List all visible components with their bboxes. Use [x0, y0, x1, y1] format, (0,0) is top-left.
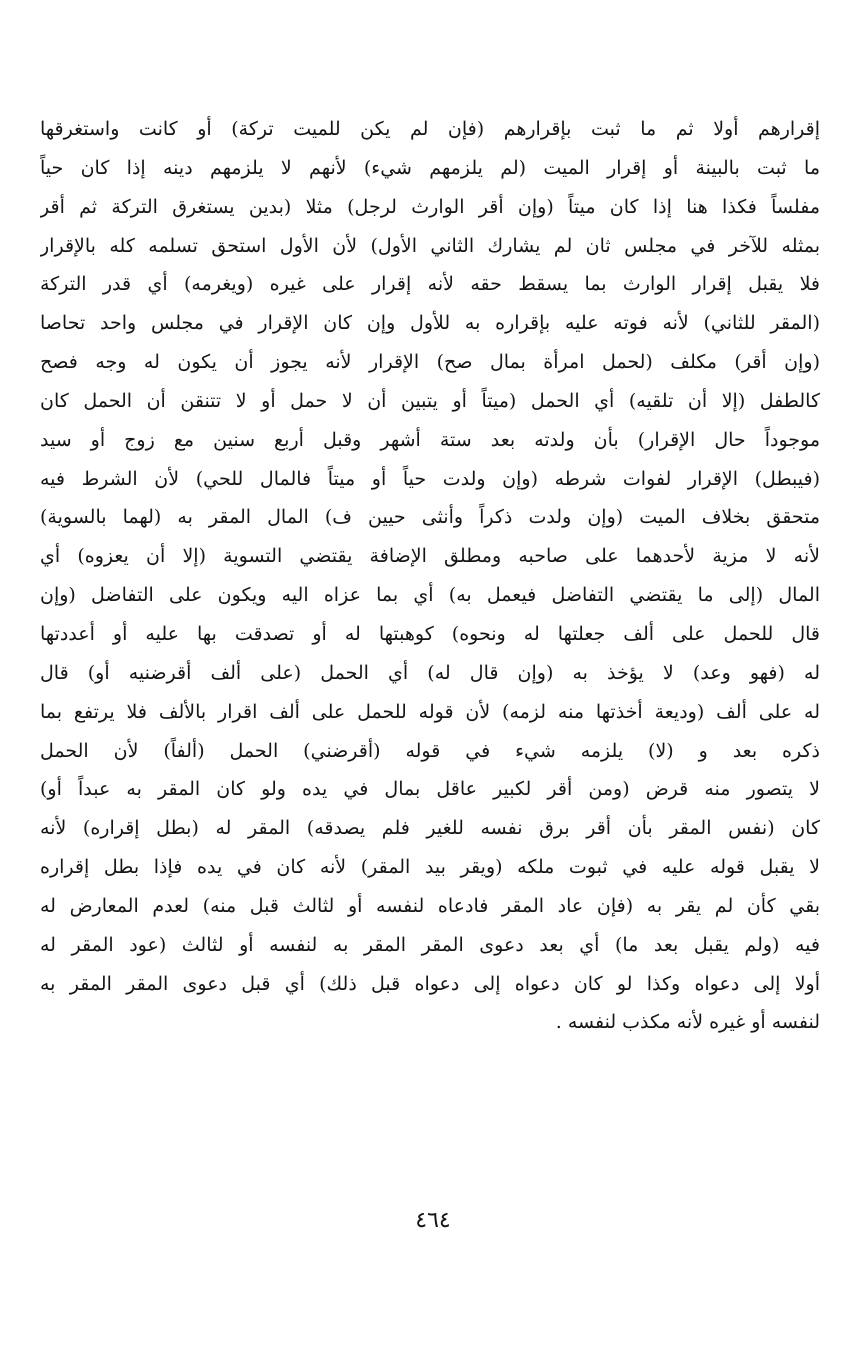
- text-line: بمثله للآخر في مجلس ثان لم يشارك الثاني الأول) لأن الأول استحق تسلمه كله بالإقرار: [40, 234, 820, 257]
- text-line: (وإن أقر) مكلف (لحمل امرأة بمال صح) الإقرار لأنه يجوز أن يكون له وجه فصح: [40, 351, 820, 374]
- text-line: قال للحمل على ألف جعلتها له ونحوه) كوهبتها له أو تصدقت بها عليه أو أعددتها: [40, 622, 820, 645]
- body-text: [40, 110, 820, 1042]
- text-line: موجوداً حال الإقرار) بأن ولدته بعد ستة أشهر وقبل أربع سنين مع زوج أو سيد: [40, 428, 820, 451]
- text-line: لا يقبل قوله عليه في ثبوت ملكه (ويقر بيد المقر) لأنه كان في يده فإذا بطل إقراره: [40, 856, 820, 879]
- text-line: كالطفل (إلا أن تلقيه) أي الحمل (ميتاً أو يتبين أن لا حمل أو لا تتنقن أن الحمل كان: [40, 389, 820, 412]
- text-line: أولا إلى دعواه وكذا لو كان دعواه إلى دعواه قبل ذلك) أي قبل دعوى المقر المقر به: [40, 972, 820, 995]
- text-line: ما ثبت بالبينة أو إقرار الميت (لم يلزمهم شيء) لأنهم لا يلزمهم دينه إذا كان حياً: [40, 156, 820, 179]
- page-number: ٤٦٤: [415, 1208, 451, 1233]
- text-line: كان (نفس المقر بأن أقر برق نفسه للغير فلم يصدقه) المقر له (بطل إقراره) لأنه: [40, 817, 820, 840]
- text-line: (المقر للثاني) لأنه فوته عليه بإقراره به للأول وإن كان الإقرار في مجلس واحد تحاصا: [40, 312, 820, 335]
- text-line: له (فهو وعد) لا يؤخذ به (وإن قال له) أي الحمل (على ألف أقرضنيه أو) قال: [40, 661, 820, 684]
- text-line: فلا يقبل إقرار الوارث بما يسقط حقه لأنه إقرار على غيره (ويغرمه) أي قدر التركة: [40, 273, 820, 296]
- text-line: لنفسه أو غيره لأنه مكذب لنفسه .: [555, 1011, 820, 1034]
- text-line: (فيبطل) الإقرار لفوات شرطه (وإن ولدت حياً أو ميتاً فالمال للحي) لأن الشرط فيه: [40, 467, 820, 490]
- text-line: متحقق بخلاف الميت (وإن ولدت ذكراً وأنثى حيين ف) المال المقر به (لهما بالسوية): [40, 506, 820, 529]
- text-line: إقرارهم أولا ثم ما ثبت بإقرارهم (فإن لم يكن للميت تركة) أو كانت واستغرقها: [40, 118, 820, 140]
- text-line: المال (إلى ما يقتضي التفاضل فيعمل به) أي بما عزاه اليه ويكون على التفاضل (وإن: [40, 584, 820, 607]
- text-line: بقي كأن لم يقر به (فإن عاد المقر فادعاه لنفسه أو لثالث قبل منه) لعدم المعارض له: [40, 894, 820, 917]
- text-line: ذكره بعد و (لا) يلزمه شيء في قوله (أقرضني) الحمل (ألفاً) لأن الحمل: [40, 739, 820, 762]
- text-line: له على ألف (وديعة أخذتها منه لزمه) لأن قوله للحمل على ألف اقرار بالألف فلا يرتفع بما: [40, 700, 820, 723]
- text-line: فيه (ولم يقبل بعد ما) أي بعد دعوى المقر المقر به لنفسه أو لثالث (عود المقر له: [40, 933, 820, 956]
- text-line: لا يتصور منه قرض (ومن أقر لكبير عاقل بمال في يده ولو كان المقر به عبداً أو): [40, 778, 820, 801]
- text-line: لأنه لا مزية لأحدهما على صاحبه ومطلق الإضافة يقتضي التسوية (إلا أن يعزوه) أي: [40, 545, 820, 568]
- text-line: مفلساً فكذا هنا إذا كان ميتاً (وإن أقر الوارث لرجل) مثلا (بدين يستغرق التركة ثم أقر: [40, 195, 820, 218]
